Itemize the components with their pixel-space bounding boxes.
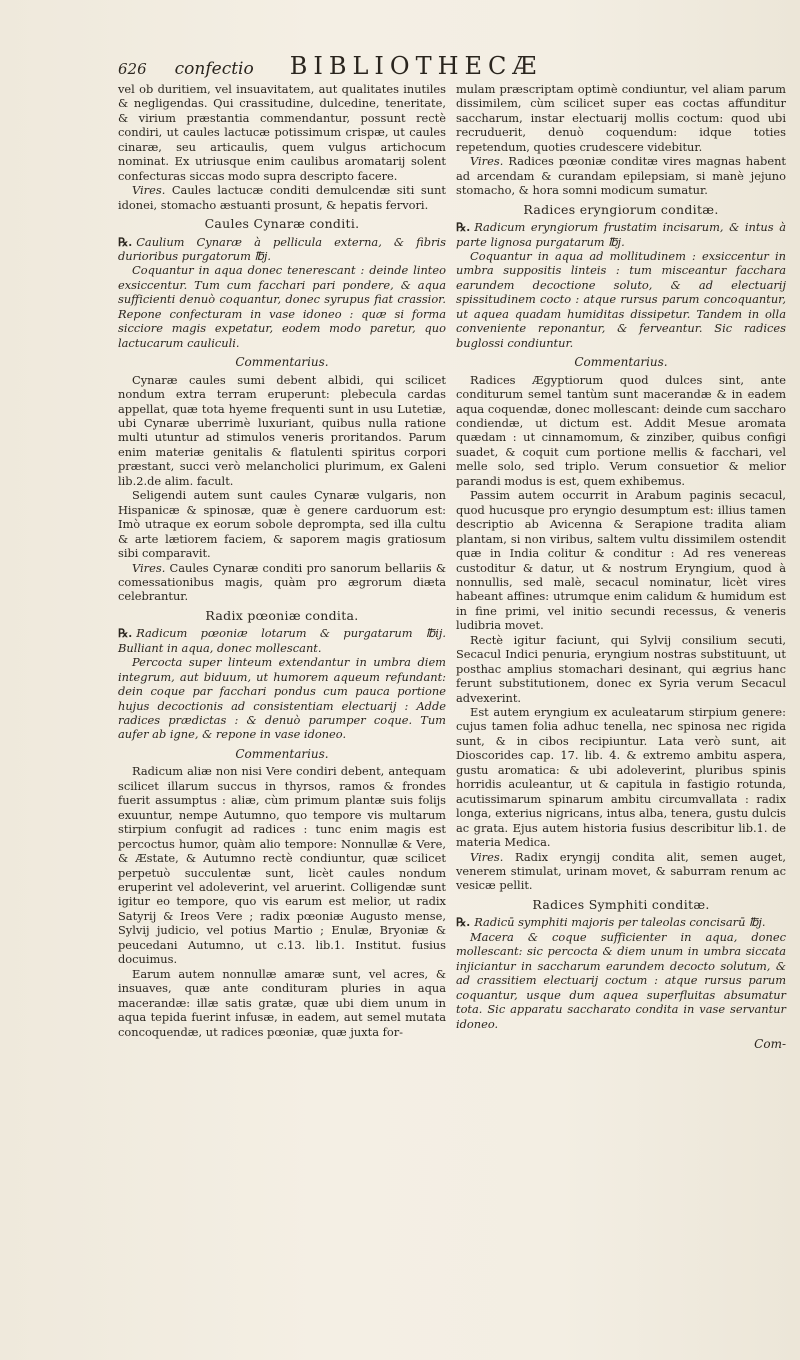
commentary-heading: Commentarius. [235, 355, 329, 370]
paragraph: Radicum aliæ non nisi Vere condiri debent, antequam scilicet illarum succus in thyrsos, ramos & frondes fuerit assumptus : aliæ, cùm primum plantæ suis folijs exuuntur, nempe Autumno, quo tempore vis multarum stirpium confugit ad radices : tunc enim magis est percoctus humor, quàm alio tempore: Nonnullæ & Vere, & Æstate, & Autumno rectè condiuntur, quæ scilicet perpetuò succulentæ sunt, licèt caules nondum eruperint vel adoleverint, vel aruerint. Colligendæ sunt igitur eo tempore, quo vis earum est melior, ut radix Satyrij & Ireos Vere ; radix pœoniæ Augusto mense, Sylvij judicio, vel potius Martio ; Enulæ, Bryoniæ & peucedani Autumno, ut c.13. lib.1. Institut. fusius docuimus. [118, 764, 446, 967]
recipe-text: Radicū symphiti majoris per taleolas concisarū ℔j. [474, 915, 766, 930]
vires-label: Vires. [470, 154, 504, 169]
paragraph: mulam præscriptam optimè condiuntur, vel aliam parum dissimilem, cùm scilicet super eas coctas affunditur saccharum, instar electuarij mollis coctum: quod ubi recruduerit, denuò coquendum: idque toties repetendum, quoties crudescere videbitur. [456, 82, 786, 154]
vires-label: Vires. [132, 183, 166, 198]
recipe-text: Radicum pœoniæ lotarum & purgatarum ℔ij. Bulliant in aqua, donec mollescant. [118, 626, 446, 655]
page-title: BIBLIOTHECÆ [289, 52, 543, 80]
recipe-text: Caulium Cynaræ à pellicula externa, & fibris durioribus purgatorum ℔j. [118, 234, 446, 263]
recipe-line [456, 220, 786, 249]
catchword: Com- [754, 1037, 786, 1051]
paragraph-text: Radices pœoniæ conditæ vires magnas habent ad arcendam & curandam epilepsiam, si manè jejuno stomacho, & hora somni modicum sumatur. [456, 154, 786, 198]
paragraph: Coquantur in aqua ad mollitudinem : exsiccentur in umbra suppositis linteis : tum misceantur facchara earundem decoctione soluto, & ad electuarij spissitudinem cocto : atque rursus parum concoquantur, ut aquea quadam humiditas dissipetur. Tandem in olla conveniente reponantur, & ferveantur. Sic radices buglossi condiuntur. [456, 248, 786, 350]
section-heading: Caules Cynaræ conditi. [204, 216, 360, 232]
section-heading: Radices Symphiti conditæ. [532, 896, 710, 912]
recipe-symbol: ℞. [456, 220, 471, 235]
paragraph: Seligendi autem sunt caules Cynaræ vulgaris, non Hispanicæ & spinosæ, quæ è genere carduorum est: Imò utraque ex eorum sobole deprompta, sed illa cultu & arte lætiorem faciem, & saporem magis gratiosum sibi comparavit. [118, 488, 446, 561]
recipe-text: Radicum eryngiorum frustatim incisarum, & intus à parte lignosa purgatarum ℔j. [456, 220, 786, 249]
right-column [456, 82, 786, 1051]
paragraph: vel ob duritiem, vel insuavitatem, aut qualitates inutiles & negligendas. Qui crassitudine, dulcedine, teneritate, & virium præstantia commendantur, possunt rectè condiri, ut caules lactucæ potissimum crispæ, ut caules cinaræ, seu articaulis, quem vulgus artichocum nominat. Ex utriusque enim caulibus aromatarij solent confecturas siccas modo supra descripto facere. [118, 82, 446, 183]
commentary-heading: Commentarius. [235, 746, 329, 761]
page-header [118, 52, 758, 84]
paragraph: Percocta super linteum extendantur in umbra diem integrum, aut biduum, ut humorem aqueum refundant: dein coque par facchari pondus cum pauca portione hujus decoctionis ad consistentiam electuarij : Adde radices prædictas : & denuò parumper coque. Tum aufer ab igne, & repone in vase idoneo. [118, 655, 446, 742]
recipe-symbol: ℞. [118, 234, 133, 249]
vires-label: Vires. [470, 849, 504, 864]
recipe-line [118, 235, 446, 264]
recipe-symbol: ℞. [118, 626, 133, 641]
paragraph-text: Caules Cynaræ conditi pro sanorum bellariis & comessationibus magis, quàm pro ægrorum diæta celebrantur. [118, 560, 446, 604]
recipe-line [456, 915, 786, 929]
paragraph [456, 154, 786, 197]
left-column [118, 82, 446, 1039]
page-number: 626 [118, 60, 147, 78]
paragraph-text: Caules lactucæ conditi demulcendæ siti sunt idonei, stomacho æstuanti prosunt, & hepatis fervori. [118, 183, 446, 212]
paragraph [118, 561, 446, 604]
vires-label: Vires. [132, 560, 166, 575]
recipe-symbol: ℞. [456, 915, 471, 930]
paragraph [456, 850, 786, 893]
paragraph: Earum autem nonnullæ amaræ sunt, vel acres, & insuaves, quæ ante condituram pluries in aqua macerandæ: illæ satis gratæ, quæ ubi diem unum in aqua tepida fuerint infusæ, in eadem, aut semel mutata concoquendæ, ut radices pœoniæ, quæ juxta for- [118, 966, 446, 1039]
paragraph: Passim autem occurrit in Arabum paginis secacul, quod hucusque pro eryngio desumptum est: illius tamen descriptio ab Avicenna & Serapione tradita aliam plantam, si non viribus, saltem vultu dissimilem ostendit quæ in India colitur & conditur : Ad res venereas custoditur & datur, ut & nostrum Eryngium, quod à nonnullis, sed malè, secacul nominatur, licèt vires habeant affines: utrumque enim calidum & humidum est in fine primi, vel initio secundi recessus, & veneris ludibria movet. [456, 488, 786, 633]
paragraph: Coquantur in aqua donec tenerescant : deinde linteo exsiccentur. Tum cum facchari pari pondere, & aqua sufficienti denuò coquantur, donec syrupus fiat crassior. Repone confecturam in vase idoneo : quæ si forma sicciore magis expetatur, eodem modo paretur, quo lactucarum cauliculi. [118, 263, 446, 350]
recipe-line [118, 626, 446, 655]
paragraph-text: Radix eryngij condita alit, semen auget, venerem stimulat, urinam movet, & saburram renum ac vesicæ pellit. [456, 849, 786, 893]
paragraph: Rectè igitur faciunt, qui Sylvij consilium secuti, Secacul Indici penuria, eryngium nostras substituunt, ut posthac amplius stomachari desinant, qui ægrius hanc ferunt substitutionem, donec ex Syria verum Secacul advexerint. [456, 632, 786, 705]
section-heading: Radix pœoniæ condita. [205, 607, 359, 623]
section-heading: Radices eryngiorum conditæ. [523, 201, 719, 217]
paragraph [118, 183, 446, 212]
paragraph: Radices Ægyptiorum quod dulces sint, ante conditurum semel tantùm sunt macerandæ & in eadem aqua coquendæ, donec mollescant: deinde cum saccharo condiendæ, ut dictum est. Addit Mesue aromata quædam : ut cinnamomum, & zinziber, quibus configi suadet, & coquit cum portione mellis & facchari, vel melle solo, sed triplo. Verum consuetior & melior parandi modus is est, quem exhibemus. [456, 372, 786, 488]
commentary-heading: Commentarius. [574, 355, 668, 370]
running-head: confectio [174, 59, 254, 79]
paragraph: Macera & coque sufficienter in aqua, donec mollescant: sic percocta & diem unum in umbra siccata injiciantur in saccharum earundem decocto solutum, & ad crassitiem electuarij coctum : atque rursus parum coquantur, usque dum aquea superfluitas absumatur tota. Sic apparatu saccharato condita in vase servantur idoneo. [456, 929, 786, 1031]
paragraph: Cynaræ caules sumi debent albidi, qui scilicet nondum extra terram eruperunt: plebecula cardas appellat, quæ tota hyeme frequenti sunt in usu Lutetiæ, ubi Cynaræ uberrimè luxuriant, quibus nulla ratione multi utuntur ad stimulos veneris proritandos. Parum enim materiæ genitalis & flatulenti spiritus corpori præstant, succi verò melancholici plurimum, ex Galeni lib.2.de alim. facult. [118, 372, 446, 488]
paragraph: Est autem eryngium ex aculeatarum stirpium genere: cujus tamen folia adhuc tenella, nec spinosa nec rigida sunt, & in cibos recipiuntur. Lata verò sunt, ait Dioscorides cap. 17. lib. 4. & extremo ambitu aspera, gustu aromatica: & ubi adoleverint, pluribus spinis horridis aculeantur, ut & capitula in fastigio rotunda, acutissimarum spinarum ambitu circumvallata : radix longa, exterius nigricans, intus alba, tenera, gustu dulcis ac grata. Ejus autem historia fusius describitur lib.1. de materia Medica. [456, 705, 786, 850]
